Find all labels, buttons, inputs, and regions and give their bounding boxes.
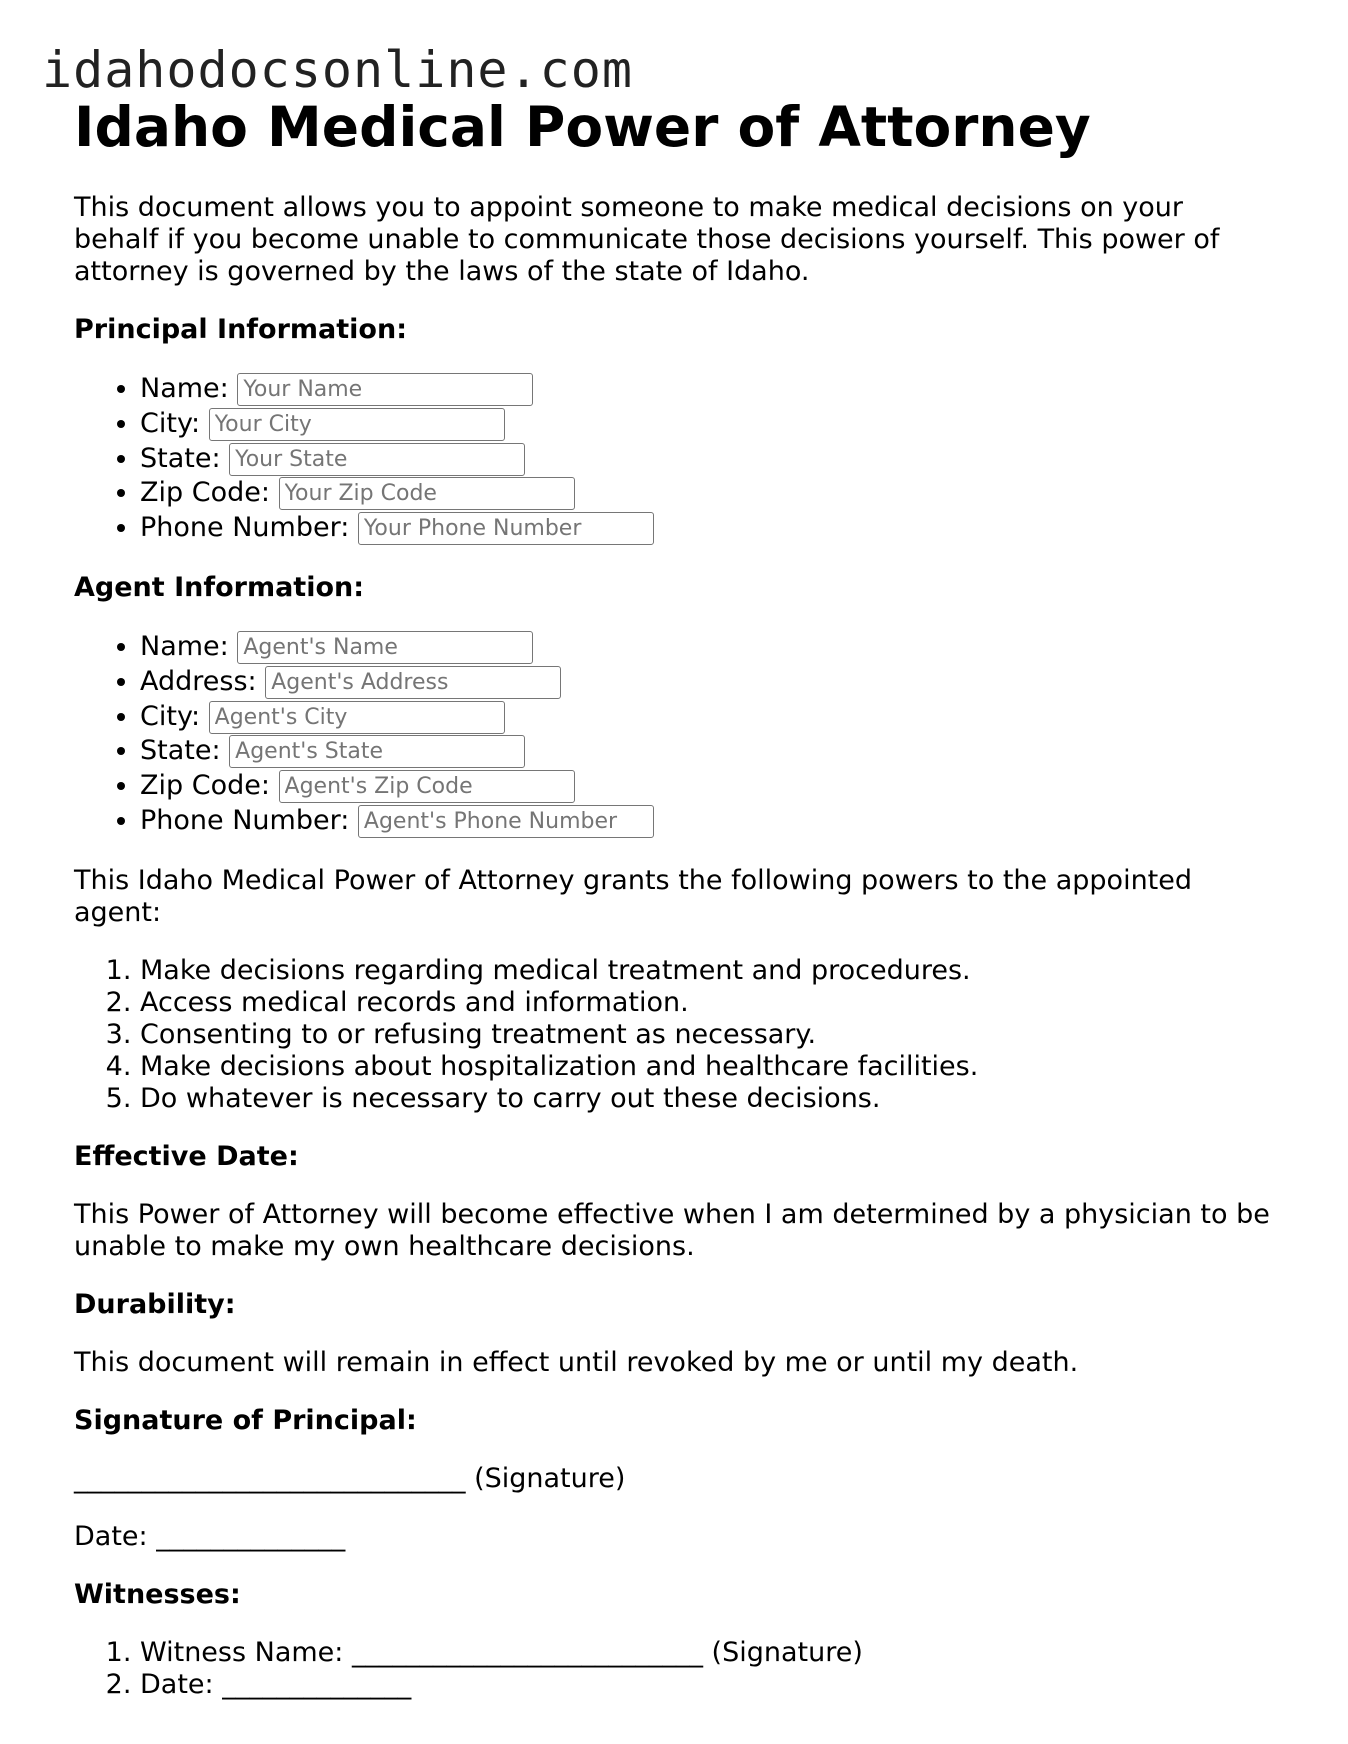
witness-name-line: 1. Witness Name: __________________________ (Signature) [140,1637,1274,1669]
witness-date-line: 2. Date: ______________ [140,1669,1274,1701]
powers-intro: This Idaho Medical Power of Attorney grants the following powers to the appointed agent: [74,864,1193,928]
principal-state-input[interactable] [229,443,525,476]
principal-state-label: State: [140,442,221,474]
principal-phone-item [140,511,1274,546]
principal-state-item [140,442,1274,477]
principal-city-label: City: [140,407,201,439]
signature-date-line: Date: ______________ [74,1520,346,1552]
intro-paragraph: This document allows you to appoint someone to make medical decisions on your behalf if you become unable to communicate those decisions yourself. This power of attorney is governed by the laws of the state of Idaho. [74,192,1220,287]
site-watermark: idahodocsonline.com [42,41,633,99]
power-item: 4. Make decisions about hospitalization and healthcare facilities. [140,1051,1274,1083]
witnesses-list [74,1637,1274,1701]
principal-city-item [140,407,1274,442]
principal-zip-input[interactable] [279,477,575,510]
document-body [74,92,1274,1727]
principal-heading: Principal Information: [74,314,408,345]
agent-address-input[interactable] [265,666,561,699]
power-item: 3. Consenting to or refusing treatment as necessary. [140,1019,1274,1051]
power-item: 5. Do whatever is necessary to carry out these decisions. [140,1083,1274,1115]
principal-name-label: Name: [140,373,229,404]
effective-date-heading: Effective Date: [74,1140,299,1172]
agent-state-item [140,734,1274,769]
agent-heading: Agent Information: [74,571,365,603]
agent-zip-label: Zip Code: [140,770,270,802]
signature-line: _____________________________ (Signature) [74,1462,626,1494]
agent-name-label: Name: [140,630,229,662]
agent-address-label: Address: [140,665,257,697]
principal-city-input[interactable] [209,408,505,441]
witnesses-heading: Witnesses: [74,1578,241,1610]
signature-heading: Signature of Principal: [74,1404,417,1436]
agent-phone-item [140,804,1274,839]
agent-name-item [140,630,1274,665]
power-item: 2. Access medical records and information. [140,987,1274,1019]
durability-text: This document will remain in effect until revoked by me or until my death. [74,1346,1079,1378]
durability-heading: Durability: [74,1288,236,1320]
agent-city-input[interactable] [209,701,505,734]
agent-name-input[interactable] [237,631,533,664]
agent-address-item [140,665,1274,700]
principal-zip-label: Zip Code: [140,477,270,509]
agent-state-label: State: [140,735,221,767]
agent-state-input[interactable] [229,735,525,768]
principal-name-item [140,372,1274,407]
agent-city-item [140,700,1274,735]
agent-zip-item [140,769,1274,804]
principal-name-input[interactable] [237,373,533,406]
principal-phone-label: Phone Number: [140,512,350,544]
document-title: Idaho Medical Power of Attorney [74,95,1091,159]
agent-phone-label: Phone Number: [140,804,350,836]
effective-date-text: This Power of Attorney will become effective when I am determined by a physician to be unable to make my own healthcare decisions. [74,1198,1270,1262]
principal-phone-input[interactable] [358,512,654,545]
agent-zip-input[interactable] [279,770,575,803]
agent-city-label: City: [140,700,201,732]
agent-fields-list [74,630,1274,839]
principal-fields-list [74,372,1274,546]
agent-phone-input[interactable] [358,805,654,838]
powers-list [74,955,1274,1115]
power-item: 1. Make decisions regarding medical treatment and procedures. [140,955,1274,987]
principal-zip-item [140,476,1274,511]
